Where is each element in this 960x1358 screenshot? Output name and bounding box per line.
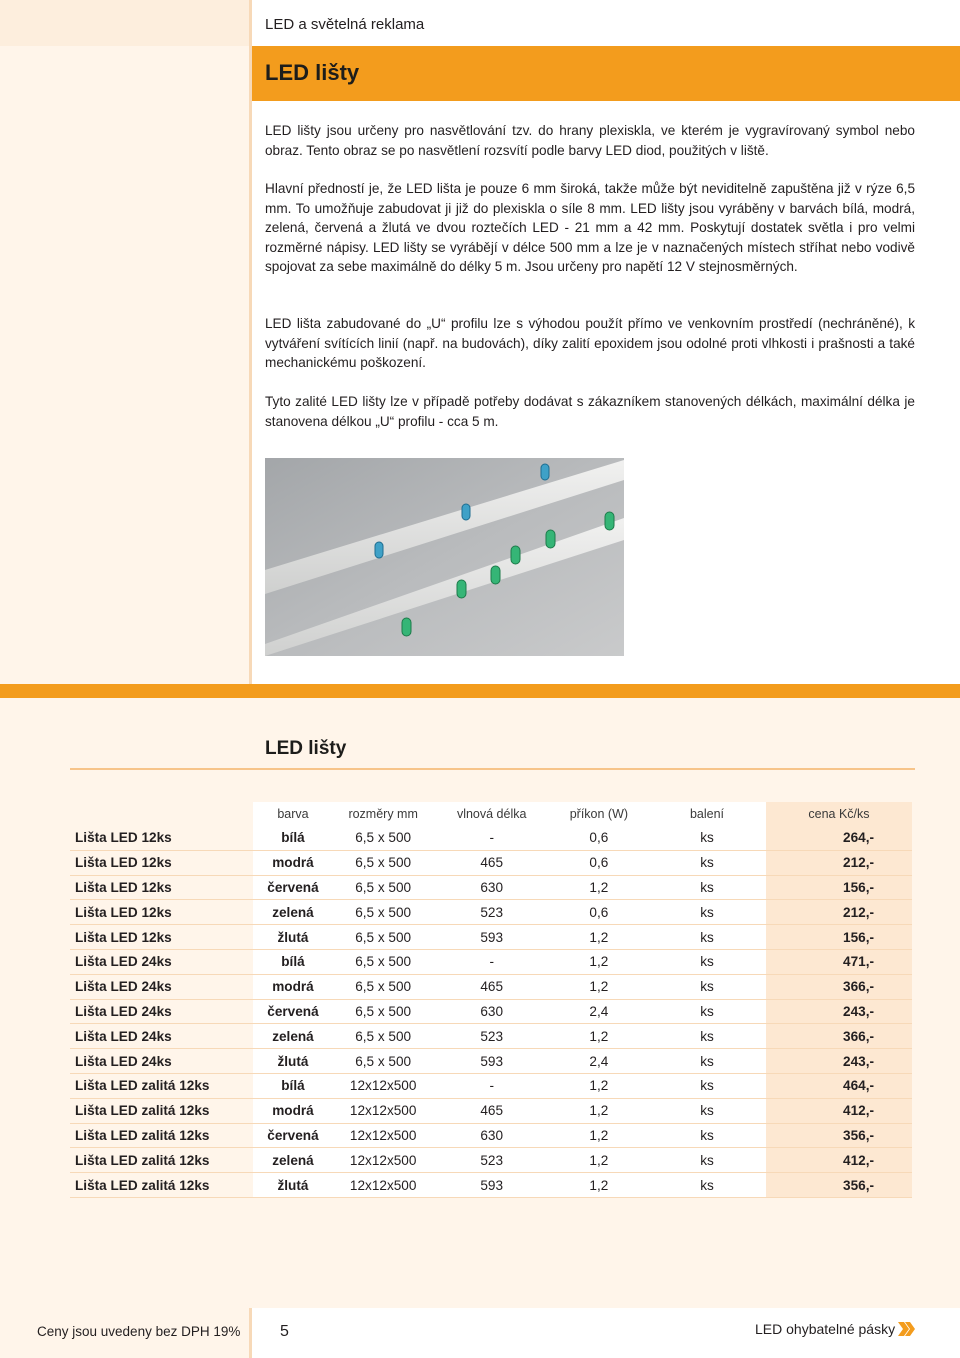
table-row [70, 1123, 912, 1148]
cell-wavelength: 523 [434, 900, 550, 925]
table-row [70, 1098, 912, 1123]
cell-product-name: Lišta LED 12ks [70, 925, 253, 950]
cell-product-name: Lišta LED 24ks [70, 949, 253, 974]
cell-packaging: ks [648, 850, 766, 875]
table-row [70, 1049, 912, 1074]
outdoor-paragraph: LED lišta zabudované do „U“ profilu lze s výhodou použít přímo ve venkovním prostředí (nechráněné), k vytváření svítících linií (např. na budovách), díky zalití epoxidem jsou odolné proti vlhkosti i prašnosti a také mechanickému poškození. [265, 316, 915, 370]
footer-price-note: Ceny jsou uvedeny bez DPH 19% [37, 1324, 241, 1339]
cell-wavelength: 465 [434, 974, 550, 999]
cell-packaging: ks [648, 1098, 766, 1123]
table-title: LED lišty [265, 738, 347, 759]
cell-wavelength: 593 [434, 925, 550, 950]
cell-price: 156,- [766, 925, 912, 950]
cell-color: žlutá [253, 1173, 332, 1198]
cell-price: 471,- [766, 949, 912, 974]
cell-packaging: ks [648, 875, 766, 900]
cell-wavelength: - [434, 1073, 550, 1098]
cell-product-name: Lišta LED zalitá 12ks [70, 1173, 253, 1198]
cell-product-name: Lišta LED zalitá 12ks [70, 1073, 253, 1098]
cell-power: 0,6 [550, 900, 648, 925]
cell-wavelength: - [434, 949, 550, 974]
cell-dimensions: 12x12x500 [333, 1098, 434, 1123]
cell-price: 412,- [766, 1148, 912, 1173]
table-row [70, 1024, 912, 1049]
page-title: LED lišty [265, 60, 360, 85]
cell-product-name: Lišta LED zalitá 12ks [70, 1148, 253, 1173]
column-header-wavelength: vlnová délka [434, 802, 550, 826]
table-title-rule [70, 768, 915, 770]
column-header-packaging: balení [648, 802, 766, 826]
cell-power: 1,2 [550, 875, 648, 900]
column-header-price: cena Kč/ks [766, 802, 912, 826]
cell-packaging: ks [648, 1049, 766, 1074]
cell-price: 264,- [766, 826, 912, 850]
cell-dimensions: 6,5 x 500 [333, 850, 434, 875]
cell-dimensions: 6,5 x 500 [333, 1024, 434, 1049]
cell-wavelength: 523 [434, 1024, 550, 1049]
cell-product-name: Lišta LED 24ks [70, 999, 253, 1024]
cell-price: 356,- [766, 1123, 912, 1148]
cell-packaging: ks [648, 1073, 766, 1098]
cell-wavelength: 593 [434, 1049, 550, 1074]
cell-color: zelená [253, 1024, 332, 1049]
cell-dimensions: 12x12x500 [333, 1173, 434, 1198]
table-row [70, 925, 912, 950]
table-row [70, 1173, 912, 1198]
cell-price: 156,- [766, 875, 912, 900]
cell-packaging: ks [648, 999, 766, 1024]
cell-color: modrá [253, 850, 332, 875]
price-table [70, 802, 912, 1198]
cell-color: modrá [253, 974, 332, 999]
cell-dimensions: 12x12x500 [333, 1148, 434, 1173]
cell-wavelength: 593 [434, 1173, 550, 1198]
cell-packaging: ks [648, 1123, 766, 1148]
table-row [70, 1073, 912, 1098]
cell-power: 1,2 [550, 1098, 648, 1123]
column-header-color: barva [253, 802, 332, 826]
cell-price: 212,- [766, 900, 912, 925]
cell-product-name: Lišta LED 24ks [70, 1024, 253, 1049]
cell-price: 243,- [766, 999, 912, 1024]
cell-dimensions: 12x12x500 [333, 1073, 434, 1098]
table-row [70, 850, 912, 875]
cell-product-name: Lišta LED 24ks [70, 1049, 253, 1074]
cell-price: 243,- [766, 1049, 912, 1074]
cell-power: 0,6 [550, 850, 648, 875]
cell-color: bílá [253, 949, 332, 974]
cell-packaging: ks [648, 1024, 766, 1049]
table-row [70, 999, 912, 1024]
cell-wavelength: 465 [434, 1098, 550, 1123]
cell-power: 1,2 [550, 1148, 648, 1173]
cell-packaging: ks [648, 1173, 766, 1198]
cell-color: červená [253, 1123, 332, 1148]
cell-power: 1,2 [550, 974, 648, 999]
cell-dimensions: 6,5 x 500 [333, 1049, 434, 1074]
led-strip-photo [265, 458, 624, 656]
cell-packaging: ks [648, 949, 766, 974]
cell-dimensions: 6,5 x 500 [333, 974, 434, 999]
column-header-product [70, 802, 253, 826]
table-header-row [70, 802, 912, 826]
cell-color: žlutá [253, 1049, 332, 1074]
table-row [70, 900, 912, 925]
cell-packaging: ks [648, 974, 766, 999]
table-row [70, 949, 912, 974]
cell-price: 366,- [766, 974, 912, 999]
cell-power: 0,6 [550, 826, 648, 850]
title-bar-left [0, 46, 249, 101]
cell-dimensions: 6,5 x 500 [333, 999, 434, 1024]
cell-wavelength: 465 [434, 850, 550, 875]
cell-color: červená [253, 999, 332, 1024]
cell-color: bílá [253, 1073, 332, 1098]
page-number: 5 [280, 1323, 289, 1340]
intro-paragraph: LED lišty jsou určeny pro nasvětlování tzv. do hrany plexiskla, ve kterém je vygravírovaný symbol nebo obraz. Tento obraz se po nasvětlení rozsvítí podle barvy LED diod, použitých v liště. [265, 123, 915, 158]
cell-color: zelená [253, 900, 332, 925]
left-margin-header [0, 0, 250, 46]
cell-power: 1,2 [550, 925, 648, 950]
section-title: LED a světelná reklama [265, 16, 425, 33]
cell-color: bílá [253, 826, 332, 850]
cell-dimensions: 6,5 x 500 [333, 925, 434, 950]
cell-product-name: Lišta LED 12ks [70, 826, 253, 850]
cell-price: 212,- [766, 850, 912, 875]
length-paragraph: Tyto zalité LED lišty lze v případě potřeby dodávat s zákazníkem stanovených délkách, maximální délka je stanovena délkou „U“ profilu - cca 5 m. [265, 394, 915, 429]
cell-color: žlutá [253, 925, 332, 950]
cell-price: 356,- [766, 1173, 912, 1198]
cell-color: modrá [253, 1098, 332, 1123]
cell-power: 1,2 [550, 1123, 648, 1148]
cell-price: 366,- [766, 1024, 912, 1049]
cell-packaging: ks [648, 925, 766, 950]
table-row [70, 1148, 912, 1173]
cell-wavelength: 630 [434, 999, 550, 1024]
column-header-dimensions: rozměry mm [333, 802, 434, 826]
cell-product-name: Lišta LED 12ks [70, 900, 253, 925]
cell-power: 1,2 [550, 949, 648, 974]
table-row [70, 875, 912, 900]
cell-packaging: ks [648, 900, 766, 925]
cell-dimensions: 6,5 x 500 [333, 949, 434, 974]
cell-power: 2,4 [550, 999, 648, 1024]
cell-dimensions: 6,5 x 500 [333, 875, 434, 900]
cell-packaging: ks [648, 1148, 766, 1173]
column-header-power: příkon (W) [550, 802, 648, 826]
next-section-link[interactable]: LED ohybatelné pásky [755, 1321, 896, 1337]
cell-dimensions: 6,5 x 500 [333, 826, 434, 850]
features-paragraph: Hlavní předností je, že LED lišta je pouze 6 mm široká, takže může být neviditelně zapuštěna již v rýze 6,5 mm. To umožňuje zabudovat ji již do plexiskla o síle 8 mm. LED lišty jsou vyráběny v barvách bílá, modrá, zelená, červená a žlutá ve dvou roztečích LED - 21 mm a 42 mm. Poskytují dostatek světla i pro velmi rozměrné nápisy. LED lišty se vyrábějí v délce 500 mm a lze je v naznačených místech stříhat nebo vodivě spojovat za sebe maximálně do délky 5 m. Jsou určeny pro napětí 12 V stejnosměrných. [265, 181, 915, 274]
cell-power: 1,2 [550, 1024, 648, 1049]
double-chevron-right-icon[interactable] [898, 1322, 916, 1336]
cell-wavelength: - [434, 826, 550, 850]
cell-product-name: Lišta LED zalitá 12ks [70, 1123, 253, 1148]
cell-color: červená [253, 875, 332, 900]
cell-wavelength: 630 [434, 1123, 550, 1148]
cell-power: 2,4 [550, 1049, 648, 1074]
cell-packaging: ks [648, 826, 766, 850]
cell-dimensions: 12x12x500 [333, 1123, 434, 1148]
cell-product-name: Lišta LED 24ks [70, 974, 253, 999]
cell-price: 464,- [766, 1073, 912, 1098]
cell-product-name: Lišta LED 12ks [70, 875, 253, 900]
cell-power: 1,2 [550, 1173, 648, 1198]
cell-product-name: Lišta LED 12ks [70, 850, 253, 875]
cell-wavelength: 630 [434, 875, 550, 900]
cell-product-name: Lišta LED zalitá 12ks [70, 1098, 253, 1123]
cell-wavelength: 523 [434, 1148, 550, 1173]
cell-power: 1,2 [550, 1073, 648, 1098]
table-row [70, 974, 912, 999]
cell-price: 412,- [766, 1098, 912, 1123]
table-row [70, 826, 912, 850]
cell-dimensions: 6,5 x 500 [333, 900, 434, 925]
section-divider-band [0, 684, 960, 698]
cell-color: zelená [253, 1148, 332, 1173]
